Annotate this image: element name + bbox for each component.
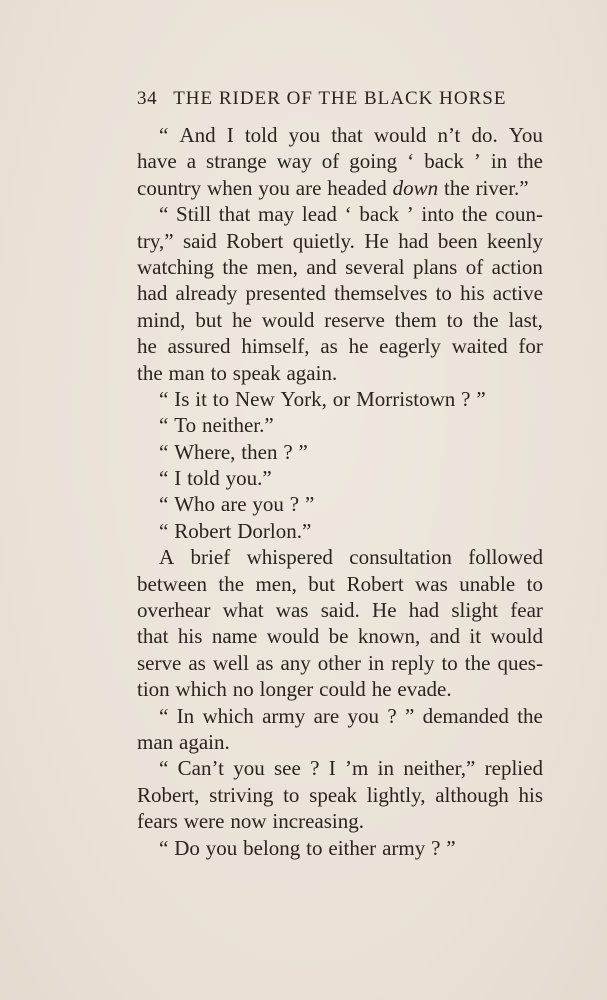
text-line: “ Can’t you see ? I ’m in neither,” replied [159,756,543,781]
text-line: try,” said Robert quietly. He had been keenly [137,228,543,253]
text-line: between the men, but Robert was unable to [137,571,543,596]
text-line: watching the men, and several plans of action [137,254,543,279]
page-number: 34 [137,88,158,109]
text-line: “ Do you belong to either army ? ” [159,835,456,860]
text-line: “ Robert Dorlon.” [159,518,312,543]
text-line: “ Still that may lead ‘ back ’ into the coun- [159,202,543,227]
text-line: the man to speak again. [137,360,338,385]
text-line: “ Who are you ? ” [159,492,315,517]
text-line: fears were now increasing. [137,809,364,834]
text-line: “ In which army are you ? ” demanded the [159,703,543,728]
text-line: tion which no longer could he evade. [137,677,452,702]
body-text [137,122,543,861]
page-header [137,88,537,118]
running-title: THE RIDER OF THE BLACK HORSE [173,88,507,109]
text-line: have a strange way of going ‘ back ’ in the [137,149,543,174]
text-line: “ I told you.” [159,466,272,491]
text-line: overhear what was said. He had slight fear [137,598,543,623]
text-line: “ Where, then ? ” [159,439,308,464]
text-line: Robert, striving to speak lightly, although his [137,782,543,807]
text-line: had already presented themselves to his active [137,281,543,306]
text-line: man again. [137,729,230,754]
text-line: serve as well as any other in reply to the ques- [137,650,543,675]
text-line: he assured himself, as he eagerly waited for [137,334,543,359]
text-line: “ And I told you that would n’t do. You [159,123,543,147]
text-line: mind, but he would reserve them to the last, [137,307,543,332]
text-line: country when you are headed down the river.” [137,175,529,200]
text-line: that his name would be known, and it would [137,624,543,649]
text-line: “ To neither.” [159,413,274,438]
text-line: A brief whispered consultation followed [159,545,543,570]
text-line: “ Is it to New York, or Morristown ? ” [159,386,486,411]
